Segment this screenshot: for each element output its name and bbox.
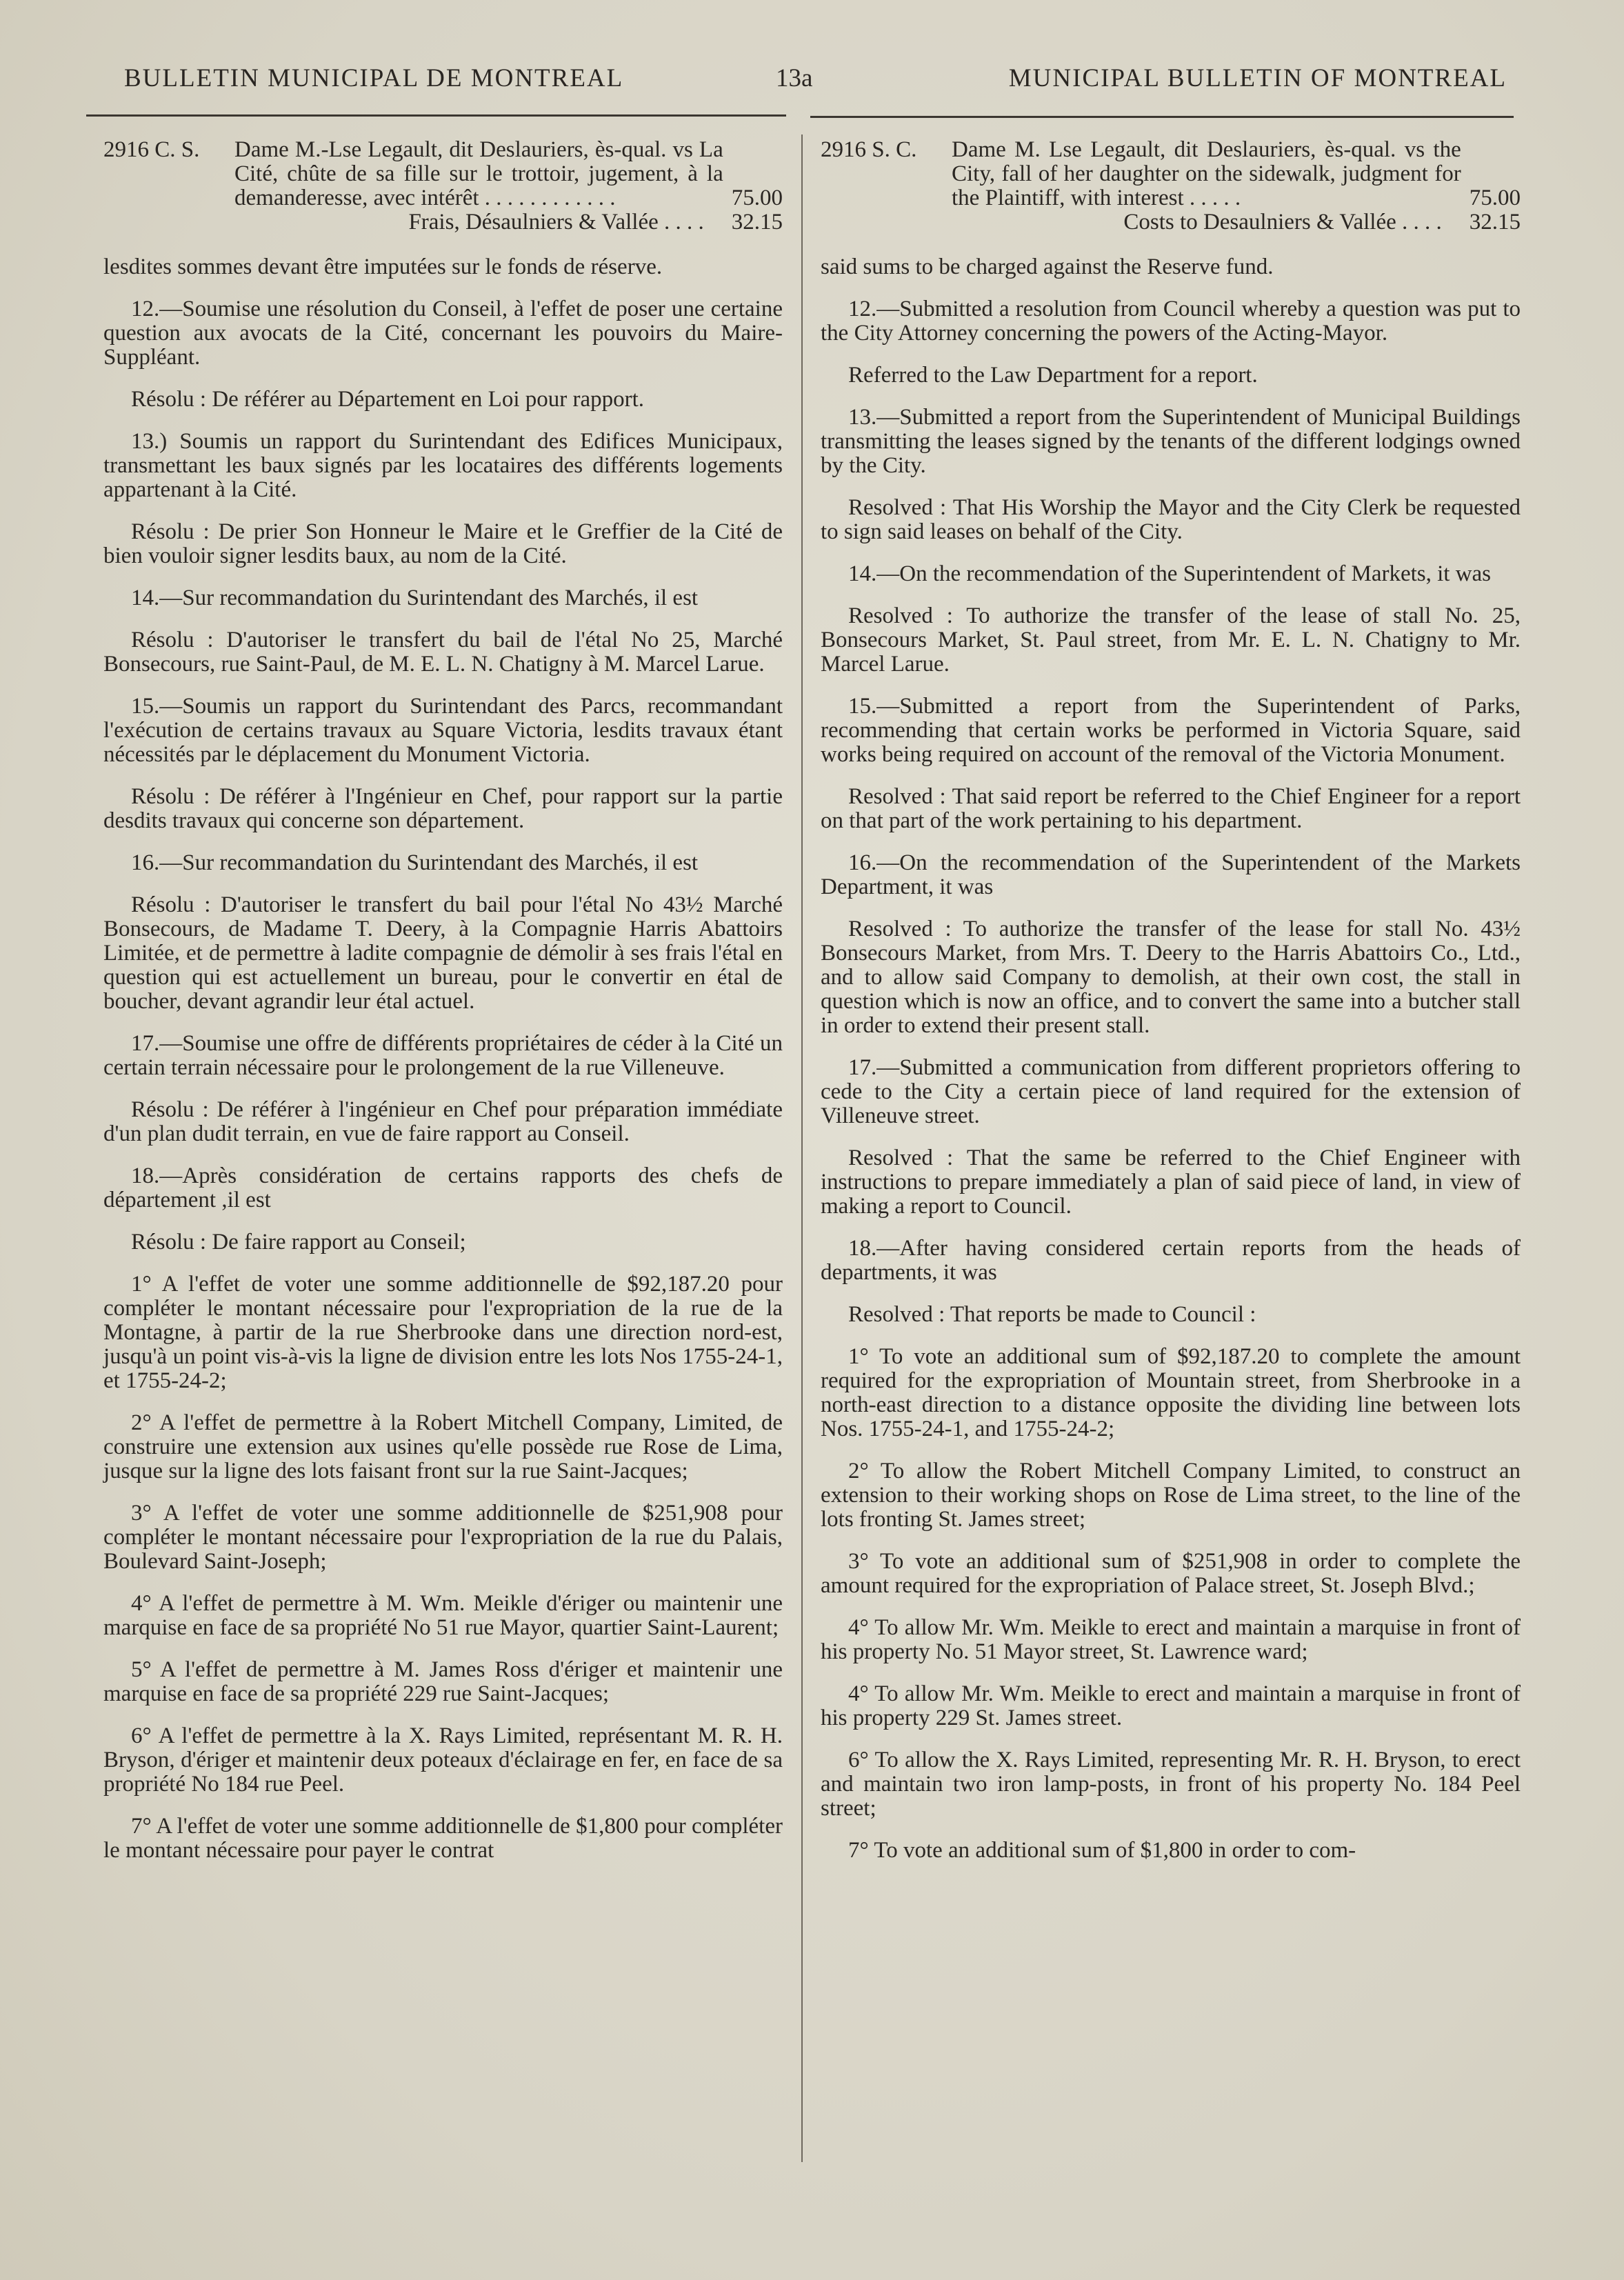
french-para-11: 17.—Soumise une offre de différents propriétaires de céder à la Cité un certain terrain nécessaire pour le prolongement de la rue Villeneuve.	[103, 1031, 783, 1080]
french-para-10: Résolu : D'autoriser le transfert du bail pour l'étal No 43½ Marché Bonsecours, de Madame T. Deery, à la Compagnie Harris Abattoirs Limitée, et de permettre à ladite compagnie de démolir à ses frais l'étal en question qui est actuellement un bureau, pour le convertir en étal de boucher, devant agrandir leur étal actuel.	[103, 892, 783, 1014]
french-para-21: 7° A l'effet de voter une somme additionnelle de $1,800 pour compléter le montant nécessaire pour payer le contrat	[103, 1814, 783, 1863]
english-para-2: Referred to the Law Department for a report.	[848, 363, 1258, 388]
english-column	[821, 138, 1521, 1881]
header-rule-right	[810, 116, 1514, 118]
french-para-20: 6° A l'effet de permettre à la X. Rays Limited, représentant M. R. H. Bryson, d'ériger et maintenir deux poteaux d'éclairage en fer, en face de sa propriété No 184 rue Peel.	[103, 1723, 783, 1797]
french-entry-body	[234, 138, 783, 234]
french-para-19: 5° A l'effet de permettre à M. James Ross d'ériger et maintenir une marquise en face de sa propriété 229 rue Saint-Jacques;	[103, 1657, 783, 1706]
french-para-7: 15.—Soumis un rapport du Surintendant des Parcs, recommandant l'exécution de certains travaux au Square Victoria, lesdits travaux étant nécessités par le déplacement du Monument Victoria.	[103, 694, 783, 767]
french-para-1: 12.—Soumise une résolution du Conseil, à l'effet de poser une certaine question aux avocats de la Cité, concernant les pouvoirs du Maire-Suppléant.	[103, 297, 783, 370]
french-para-6: Résolu : D'autoriser le transfert du bail de l'étal No 25, Marché Bonsecours, rue Saint-Paul, de M. E. L. N. Chatigny à M. Marcel Larue.	[103, 628, 783, 677]
english-para-0: said sums to be charged against the Reserve fund.	[821, 254, 1274, 279]
english-entry-body	[952, 138, 1521, 234]
french-entry-number: 2916 C. S.	[103, 137, 200, 162]
french-para-2: Résolu : De référer au Département en Loi pour rapport.	[131, 387, 645, 412]
english-para-20: 6° To allow the X. Rays Limited, representing Mr. R. H. Bryson, to erect and maintain two iron lamp-posts, in front of his property No. 184 Peel street;	[821, 1748, 1521, 1821]
french-para-4: Résolu : De prier Son Honneur le Maire et le Greffier de la Cité de bien vouloir signer lesdits baux, au nom de la Cité.	[103, 519, 783, 568]
french-costs-text: Frais, Désaulniers & Vallée . . . .	[408, 210, 704, 234]
english-costs-line	[952, 210, 1521, 234]
french-para-12: Résolu : De référer à l'ingénieur en Chef pour préparation immédiate d'un plan dudit terrain, en vue de faire rapport au Conseil.	[103, 1097, 783, 1146]
header-french-title: BULLETIN MUNICIPAL DE MONTREAL	[124, 64, 624, 92]
french-entry-amount: 75.00	[731, 186, 783, 210]
english-para-14: Resolved : That reports be made to Council :	[848, 1302, 1256, 1327]
french-para-5: 14.—Sur recommandation du Surintendant des Marchés, il est	[131, 586, 699, 610]
english-para-21: 7° To vote an additional sum of $1,800 in order to com-	[848, 1838, 1356, 1863]
french-para-16: 2° A l'effet de permettre à la Robert Mitchell Company, Limited, de construire une extension aux usines qu'elle possède rue Rose de Lima, jusque sur la ligne des lots faisant front sur la rue Saint-Jacques;	[103, 1410, 783, 1483]
english-entry-text: Dame M. Lse Legault, dit Deslauriers, ès-qual. vs the City, fall of her daughter on the sidewalk, judgment for the Plaintiff, with interest . . . . .	[952, 137, 1461, 210]
french-para-8: Résolu : De référer à l'Ingénieur en Chef, pour rapport sur la partie desdits travaux qui concerne son département.	[103, 784, 783, 833]
page-header	[124, 63, 1507, 105]
english-para-9: 16.—On the recommendation of the Superintendent of the Markets Department, it was	[821, 850, 1521, 899]
english-para-15: 1° To vote an additional sum of $92,187.20 to complete the amount required for the expropriation of Mountain street, from Sherbrooke in a north-east direction to a distance opposite the dividing line between lots Nos. 1755-24-1, and 1755-24-2;	[821, 1344, 1521, 1441]
english-para-6: Resolved : To authorize the transfer of the lease of stall No. 25, Bonsecours Market, St. Paul street, from Mr. E. L. N. Chatigny to Mr. Marcel Larue.	[821, 603, 1521, 677]
french-entry-2916	[103, 138, 783, 234]
column-divider	[801, 134, 803, 2162]
english-para-8: Resolved : That said report be referred to the Chief Engineer for a report on that part of the work pertaining to his department.	[821, 784, 1521, 833]
english-para-3: 13.—Submitted a report from the Superintendent of Municipal Buildings transmitting the leases signed by the tenants of the different lodgings owned by the City.	[821, 405, 1521, 478]
english-para-18: 4° To allow Mr. Wm. Meikle to erect and maintain a marquise in front of his property No. 51 Mayor street, St. Lawrence ward;	[821, 1615, 1521, 1664]
english-para-19: 4° To allow Mr. Wm. Meikle to erect and maintain a marquise in front of his property 229 St. James street.	[821, 1681, 1521, 1730]
header-rule-left	[86, 114, 786, 117]
french-para-3: 13.) Soumis un rapport du Surintendant des Edifices Municipaux, transmettant les baux signés par les locataires des différents logements appartenant à la Cité.	[103, 429, 783, 502]
english-para-1: 12.—Submitted a resolution from Council whereby a question was put to the City Attorney concerning the powers of the Acting-Mayor.	[821, 297, 1521, 346]
french-para-0: lesdites sommes devant être imputées sur le fonds de réserve.	[103, 254, 663, 279]
french-para-9: 16.—Sur recommandation du Surintendant des Marchés, il est	[131, 850, 699, 875]
english-para-4: Resolved : That His Worship the Mayor and the City Clerk be requested to sign said leases on behalf of the City.	[821, 495, 1521, 544]
french-para-14: Résolu : De faire rapport au Conseil;	[131, 1230, 466, 1254]
french-para-17: 3° A l'effet de voter une somme additionnelle de $251,908 pour compléter le montant nécessaire pour l'expropriation de la rue du Palais, Boulevard Saint-Joseph;	[103, 1501, 783, 1574]
english-para-5: 14.—On the recommendation of the Superintendent of Markets, it was	[848, 561, 1492, 586]
english-para-11: 17.—Submitted a communication from different proprietors offering to cede to the City a certain piece of land required for the extension of Villeneuve street.	[821, 1055, 1521, 1128]
english-para-16: 2° To allow the Robert Mitchell Company Limited, to construct an extension to their working shops on Rose de Lima street, to the line of the lots fronting St. James street;	[821, 1459, 1521, 1532]
english-para-17: 3° To vote an additional sum of $251,908 in order to complete the amount required for the expropriation of Palace street, St. Joseph Blvd.;	[821, 1549, 1521, 1598]
english-entry-number: 2916 S. C.	[821, 137, 917, 162]
french-entry-text: Dame M.-Lse Legault, dit Deslauriers, ès-qual. vs La Cité, chûte de sa fille sur le trottoir, jugement, à la demanderesse, avec intérêt . . . . . . . . . . . .	[234, 137, 723, 210]
french-para-18: 4° A l'effet de permettre à M. Wm. Meikle d'ériger ou maintenir une marquise en face de sa propriété No 51 rue Mayor, quartier Saint-Laurent;	[103, 1591, 783, 1640]
english-para-10: Resolved : To authorize the transfer of the lease for stall No. 43½ Bonsecours Market, from Mrs. T. Deery to the Harris Abattoirs Co., Ltd., and to allow said Company to demolish, at their own cost, the stall in question which is now an office, and to convert the same into a butcher stall in order to extend their present stall.	[821, 917, 1521, 1038]
french-para-15: 1° A l'effet de voter une somme additionnelle de $92,187.20 pour compléter le montant nécessaire pour l'expropriation de la rue de la Montagne, à partir de la rue Sherbrooke dans une direction nord-est, jusqu'à un point vis-à-vis la ligne de division entre les lots Nos 1755-24-1, et 1755-24-2;	[103, 1272, 783, 1393]
page-number: 13a	[776, 64, 813, 92]
french-para-13: 18.—Après considération de certains rapports des chefs de département ,il est	[103, 1163, 783, 1212]
french-costs-amount: 32.15	[731, 210, 783, 234]
english-entry-2916	[821, 138, 1521, 234]
english-para-13: 18.—After having considered certain reports from the heads of departments, it was	[821, 1236, 1521, 1285]
english-entry-amount: 75.00	[1469, 186, 1521, 210]
english-costs-text: Costs to Desaulniers & Vallée . . . .	[1123, 210, 1442, 234]
english-para-12: Resolved : That the same be referred to the Chief Engineer with instructions to prepare immediately a plan of said piece of land, in view of making a report to Council.	[821, 1146, 1521, 1219]
french-costs-line	[234, 210, 783, 234]
english-costs-amount: 32.15	[1469, 210, 1521, 234]
english-para-7: 15.—Submitted a report from the Superintendent of Parks, recommending that certain works be performed in Victoria Square, said works being required on account of the removal of the Victoria Monument.	[821, 694, 1521, 767]
french-column	[103, 138, 783, 1881]
header-english-title: MUNICIPAL BULLETIN OF MONTREAL	[1008, 64, 1507, 92]
